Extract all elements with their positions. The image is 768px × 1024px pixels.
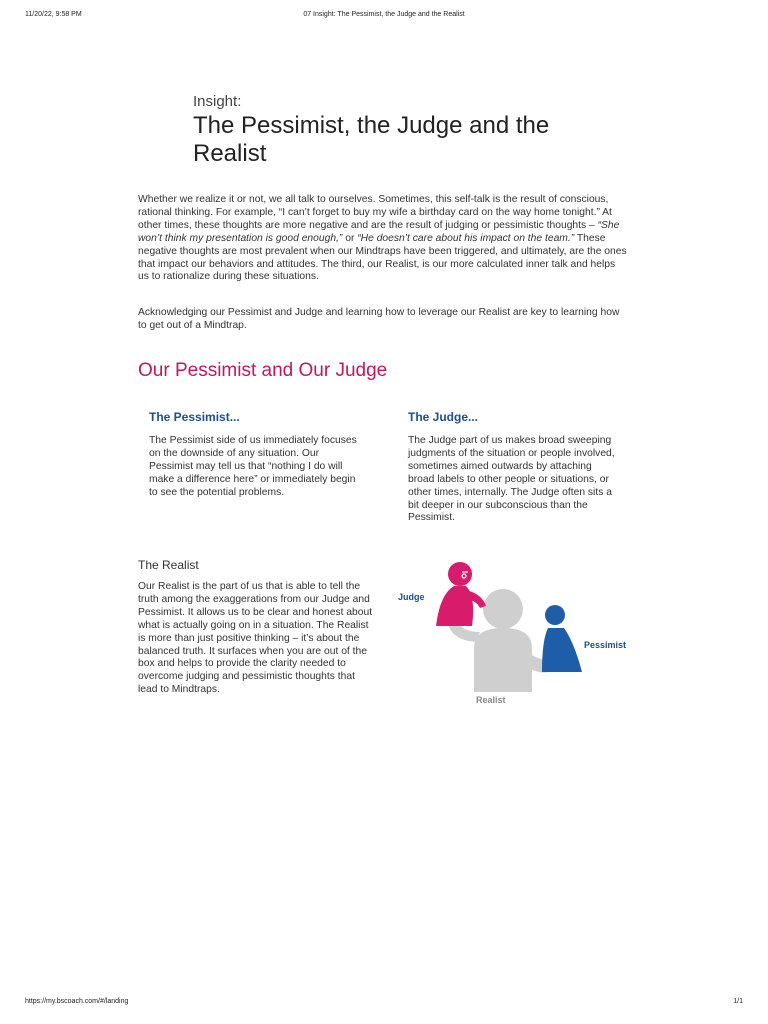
print-timestamp: 11/20/22, 9:58 PM: [25, 11, 82, 18]
intro-paragraph-2: Acknowledging our Pessimist and Judge and learning how to leverage our Realist are key to learning how to get out of a Mindtrap.: [138, 307, 620, 331]
print-title: 07 Insight: The Pessimist, the Judge and the Realist: [303, 11, 465, 18]
insight-label: Insight:: [193, 93, 242, 110]
print-header: [0, 11, 768, 23]
realist-body: [474, 628, 532, 692]
pessimist-label: Pessimist: [584, 640, 627, 650]
section-title: Our Pessimist and Our Judge: [138, 360, 388, 381]
print-footer: [0, 998, 768, 1010]
intro-quote-2: “He doesn’t care about his impact on the team.”: [357, 232, 575, 244]
pessimist-text: The Pessimist side of us immediately focuses on the downside of any situation. Our Pessimist may tell us that “nothing I do will make a difference here” or immediately begin to see the potential problems.: [149, 435, 357, 498]
intro-text-a: Whether we realize it or not, we all talk to ourselves. Sometimes, this self-talk is the result of conscious, rational thinking. For example, “I can’t forget to buy my wife a birthday card on the way home tonight.” At other times, these thoughts are more negative and are the result of judging or pessimistic thoughts –: [138, 194, 612, 231]
judge-puppet: [436, 562, 486, 626]
intro-text-b: These negative thoughts are most prevalent when our Mindtraps have been triggered, and ultimately, are the ones that impact our behaviors and attitudes. The third, our Realist, is our more calculated inner talk and helps us to rationalize during these situations.: [138, 232, 627, 283]
print-url: https://my.bscoach.com/#/landing: [25, 998, 129, 1005]
judge-text: The Judge part of us makes broad sweeping judgments of the situation or people involved, sometimes aimed outwards by attaching broad labels to other people or situations, or other times, internally. The Judge often sits a bit deeper in our subconscious than the Pessimist.: [408, 435, 615, 524]
pessimist-heading: The Pessimist...: [149, 410, 240, 424]
intro-or: or: [342, 232, 358, 244]
illustration-svg: [390, 552, 640, 712]
intro-paragraph-1: [138, 194, 628, 284]
judge-heading: The Judge...: [408, 410, 479, 424]
realist-head: [483, 589, 523, 629]
pessimist-body: [542, 628, 582, 672]
intro-quote-1: “She won’t think my presentation is good enough,”: [138, 219, 620, 244]
realist-text: Our Realist is the part of us that is able to tell the truth among the exaggerations from our Judge and Pessimist. It allows us to be clear and honest about what is actually going on in a situation. The Realist is more than just positive thinking – it’s about the balanced truth. It surfaces when you are out of the box and helps to provide the clarity needed to overcome judging and pessimistic thoughts that lead to Mindtraps.: [138, 581, 373, 696]
print-page-number: 1/1: [733, 998, 743, 1005]
pessimist-puppet: [542, 605, 582, 672]
realist-label: Realist: [476, 695, 506, 705]
realist-illustration: [390, 552, 640, 712]
pessimist-head: [545, 605, 565, 625]
realist-heading: The Realist: [138, 558, 199, 572]
judge-head: [448, 562, 472, 586]
judge-label: Judge: [398, 592, 425, 602]
page-title: The Pessimist, the Judge and the Realist: [193, 112, 550, 167]
